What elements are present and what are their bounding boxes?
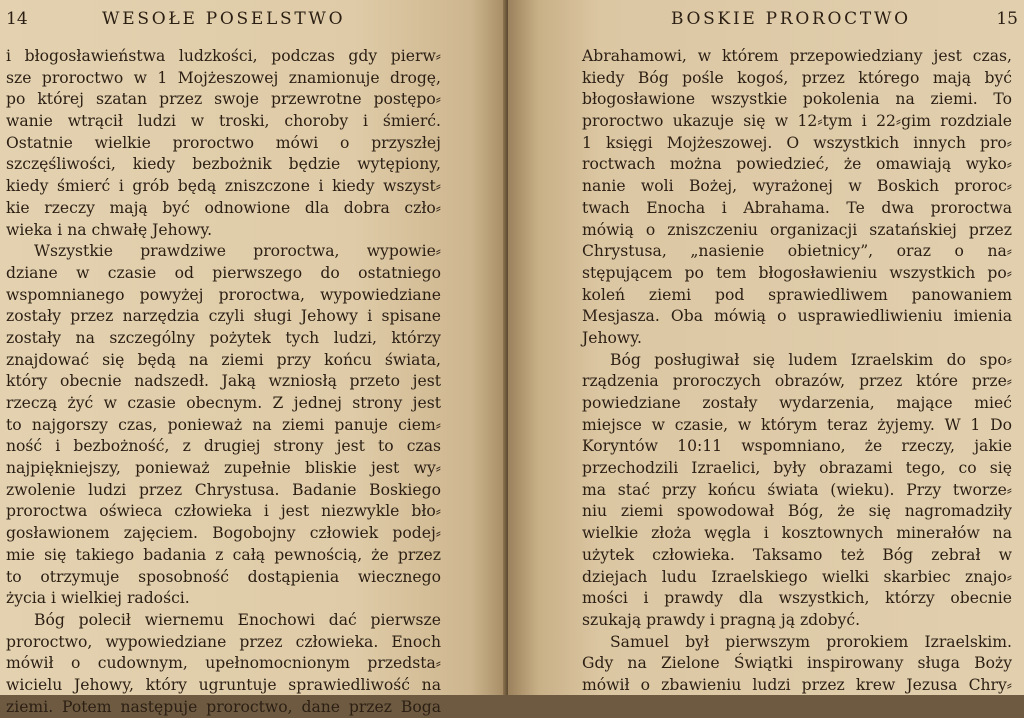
text-line: Bóg polecił wiernemu Enochowi dać pierwsze [34,610,441,629]
right-page-number: 15 [996,9,1018,29]
text-line: nanie woli Bożej, wyrażonej w Boskich proroc⸗ [582,177,1012,196]
text-line: ma stać przy końcu świata (wieku). Przy tworze⸗ [582,480,1012,499]
text-line: znajdować się będą na ziemi przy końcu świata, [6,350,441,369]
left-page-header [6,6,476,32]
text-line: wspomnianego powyżej proroctwa, wypowiedziane [6,285,441,304]
text-line: wanie wtrącił ludzi w troski, choroby i śmierć. [6,112,441,131]
text-line: kie rzeczy mają być odnowione dla dobra czło⸗ [6,198,441,217]
text-line: i błogosławieństwa ludzkości, podczas gdy pierw⸗ [6,47,441,65]
text-line: który obecnie nadszedł. Jaką wzniosłą przeto jest [6,372,441,391]
text-line: to najgorszy czas, ponieważ na ziemi panuje ciem⸗ [6,415,441,434]
text-line: miejsce w czasie, w którym teraz żyjemy. W 1 Do [582,415,1012,434]
text-line: życia i wielkiej radości. [6,589,190,608]
text-line: to otrzymuje sposobność dostąpienia wiecznego [6,567,441,586]
left-page-body [6,46,441,718]
text-line: wicielu Jehowy, który ugruntuje sprawiedliwość na [6,675,441,694]
right-running-head: BOSKIE PROROCTWO [671,9,911,29]
text-line: roctwach można powiedzieć, że omawiają wyko⸗ [582,155,1012,174]
text-line: rządzenia proroczych obrazów, przez które prze⸗ [582,372,1012,391]
text-line: proroctwo ukazuje się w 12⸗tym i 22⸗gim rozdziale [582,112,1012,131]
text-line: Wszystkie prawdziwe proroctwa, wypowie⸗ [34,242,441,261]
text-line: kiedy Bóg pośle kogoś, przez którego mają być [582,68,1012,87]
text-line: Gdy na Zielone Świątki inspirowany sługa Boży [582,654,1012,673]
text-line: użytek człowieka. Taksamo też Bóg zebrał w [582,545,1012,564]
text-line: wielkie złoża węgla i kosztownych minerałów na [582,524,1012,543]
text-line: mie się takiego badania z całą pewnością, że przez [6,545,441,564]
text-line: proroctwo, wypowiedziane przez człowieka. Enoch [6,632,441,651]
text-line: 1 księgi Mojżeszowej. O wszystkich innych pro⸗ [582,133,1012,152]
text-line: najpiękniejszy, ponieważ zupełnie bliskie jest wy⸗ [6,459,441,478]
text-line: zostały przez narzędzia czyli sługi Jehowy i spisane [6,307,441,326]
right-page [508,0,1024,695]
right-page-body [582,46,1012,697]
text-line: dziejach ludu Izraelskiego wielki skarbiec znajo⸗ [582,567,1012,586]
text-line: dziane w czasie od pierwszego do ostatniego [6,263,441,282]
text-line: Ostatnie wielkie proroctwo mówi o przyszłej [6,133,441,152]
text-line: mości i prawdy dla wszystkich, którzy obecnie [582,589,1012,608]
text-line: Bóg posługiwał się ludem Izraelskim do spo⸗ [610,350,1012,369]
text-line: koleń ziemi pod sprawiedliwem panowaniem [582,285,1012,304]
text-line: Chrystusa, „nasienie obietnicy”, oraz o na⸗ [582,242,1012,261]
text-line: ność i bezbożność, z drugiej strony jest to czas [6,437,441,456]
text-line: ziemi. Potem następuje proroctwo, dane przez Boga [6,697,441,716]
text-line: twach Enocha i Abrahama. Te dwa proroctwa [582,198,1012,217]
text-line: niu ziemi spowodował Bóg, że się nagromadziły [582,502,1012,521]
text-line: szukają prawdy i pragną ją zdobyć. [582,610,861,629]
text-line: Koryntów 10:11 wspomniano, że rzeczy, jakie [582,437,1012,456]
text-line: proroctwa oświeca człowieka i jest niezwykle bło⸗ [6,502,441,521]
text-line: błogosławione wszystkie pokolenia na ziemi. To [582,90,1012,109]
text-line: wieka i na chwałę Jehowy. [6,220,213,239]
left-page [0,0,506,716]
text-line: Jehowy. [582,328,642,347]
text-line: po której szatan przez swoje przewrotne postępo⸗ [6,90,441,109]
text-line: kiedy śmierć i grób będą zniszczone i kiedy wszyst⸗ [6,177,441,196]
text-line: Samuel był pierwszym prorokiem Izraelskim. [610,632,1012,651]
text-line: Mesjasza. Oba mówią o usprawiedliwieniu imienia [582,307,1012,326]
left-page-number: 14 [6,9,28,29]
text-line: mówił o zbawieniu ludzi przez krew Jezusa Chry⸗ [582,675,1012,694]
text-line: gosławionem zajęciem. Bogobojny człowiek podej⸗ [6,524,441,543]
text-line: zwolenie ludzi przez Chrystusa. Badanie Boskiego [6,480,441,499]
text-line: powiedziane zostały wydarzenia, mające mieć [582,394,1012,412]
text-line: mówią o zniszczeniu organizacji szatańskiej przez [582,220,1012,239]
text-line: Abrahamowi, w którem przepowiedziany jest czas, [582,47,1012,65]
text-line: sze proroctwo w 1 Mojżeszowej znamionuje drogę, [6,68,441,87]
text-line: mówił o cudownym, upełnomocnionym przedsta⸗ [6,654,441,673]
text-line: rzeczą żyć w czasie obecnym. Z jednej strony jest [6,394,441,412]
text-line: zostały na szczególny pożytek tych ludzi, którzy [6,328,441,347]
left-running-head: WESOŁE POSELSTWO [102,9,346,29]
right-page-header [508,6,1018,32]
text-line: stępującem po tem błogosławieniu wszystkich po⸗ [582,263,1012,282]
text-line: przechodzili Izraelici, były obrazami tego, co się [582,459,1012,478]
text-line: szczęśliwości, kiedy bezbożnik będzie wytępiony, [6,155,441,174]
